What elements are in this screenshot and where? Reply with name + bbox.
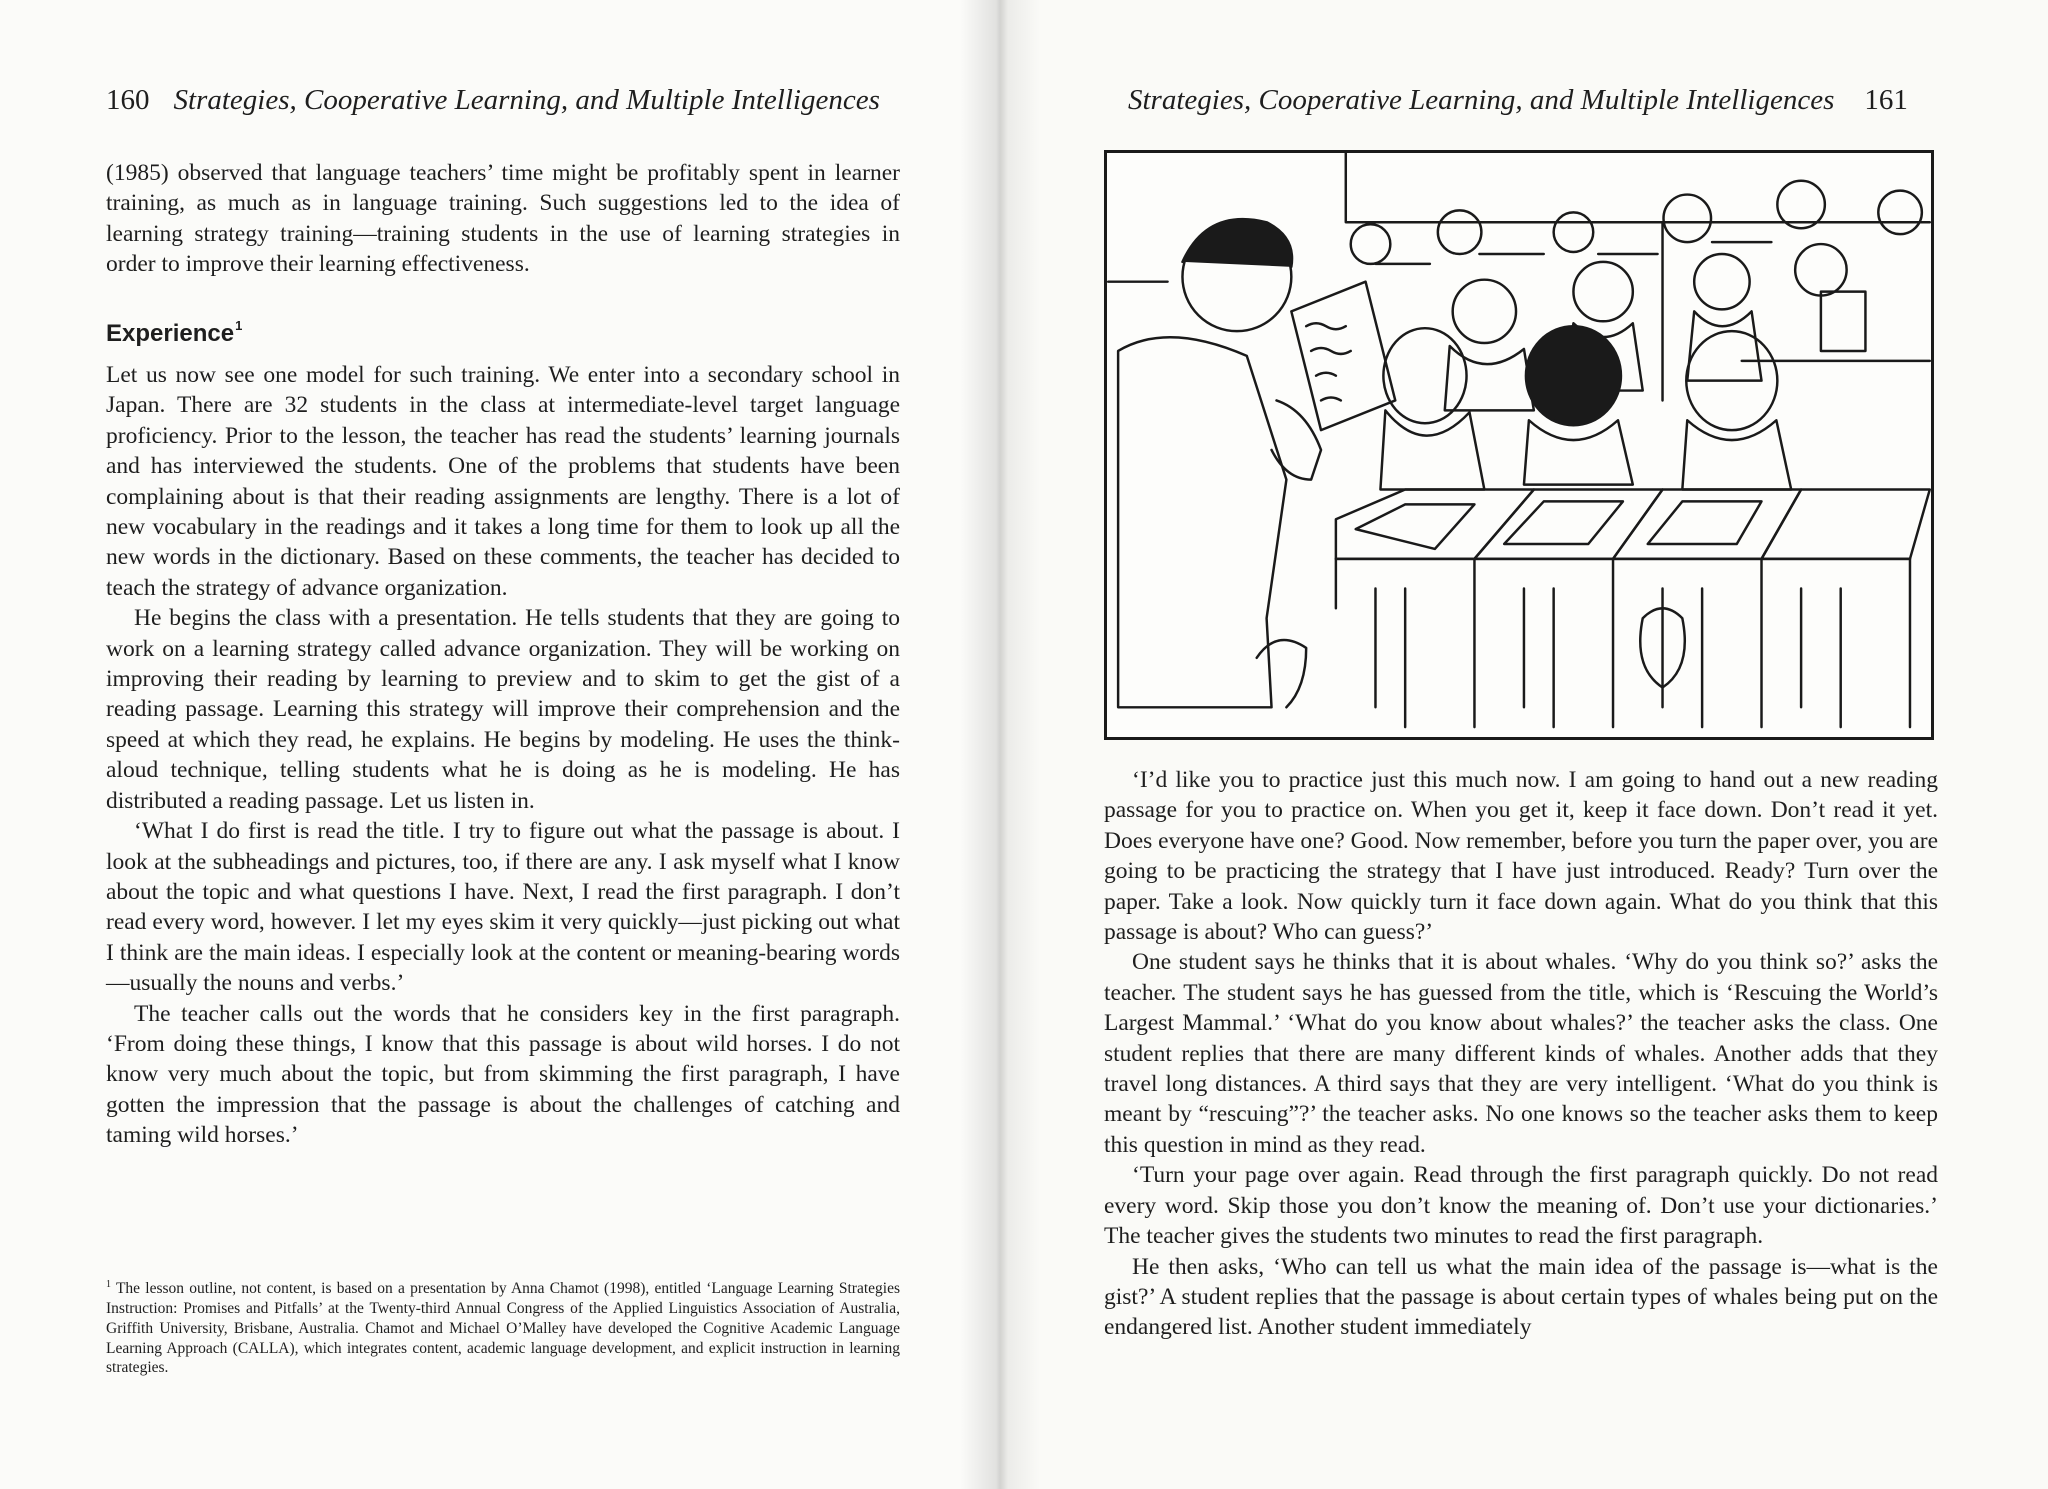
- page-number: 161: [1864, 84, 1908, 116]
- page-number: 160: [106, 84, 150, 116]
- student-head: [1694, 254, 1749, 309]
- desk: [1613, 490, 1801, 559]
- paragraph: The teacher calls out the words that he considers key in the first paragraph. ‘From doing these things, I know that this passage is about wild horses. I do not know very much about the topic, but from skimming the first paragraph, I have gotten the impression that the passage is about the challenges of catching and taming wild horses.’: [106, 1000, 900, 1149]
- right-page: [1000, 0, 2048, 1489]
- student-body: [1445, 346, 1534, 410]
- chair-legs: [1375, 589, 1840, 728]
- student-body: [1524, 420, 1633, 484]
- student-head: [1351, 224, 1391, 264]
- paragraph: He begins the class with a presentation. He tells students that they are going to work on a learning strategy called advance organization. They will be working on improving their reading by learning to preview and to skim to get the gist of a reading passage. Learning this strategy will improve their comprehension and the speed at which they read, he explains. He begins by modeling. He uses the think-aloud technique, telling students what he is doing as he is modeling. He has distributed a reading passage. Let us listen in.: [106, 605, 900, 814]
- running-head-title: Strategies, Cooperative Learning, and Multiple Intelligences: [173, 84, 880, 116]
- student-head: [1554, 212, 1594, 252]
- paragraph: ‘Turn your page over again. Read through the first paragraph quickly. Do not read every word. Skip those you don’t know the meaning of. Don’t use your dictionaries.’ The teacher gives the students two minutes to read the first paragraph.: [1104, 1162, 1938, 1250]
- book-gutter-shadow: [960, 0, 1040, 1489]
- desk: [1474, 490, 1662, 559]
- wall-line: [1346, 153, 1930, 222]
- footnote-text: The lesson outline, not content, is based on a presentation by Anna Chamot (1998), entitled ‘Language Learning Strategies Instruction: Promises and Pitfalls’ at the Twenty-third Annual Congress of the Applied Linguistics Association of Australia, Griffith University, Brisbane, Australia. Chamot and Michael O’Malley have developed the Cognitive Academic Language Learning Approach (CALLA), which integrates content, academic language development, and explicit instruction in learning strategies.: [106, 1280, 900, 1377]
- desk: [1762, 490, 1930, 559]
- chair: [1257, 640, 1306, 707]
- student-head: [1526, 326, 1621, 425]
- intro-text: [106, 158, 900, 280]
- running-head-left: [106, 84, 880, 117]
- running-head-title: Strategies, Cooperative Learning, and Multiple Intelligences: [1128, 84, 1835, 116]
- paragraph: ‘What I do first is read the title. I try to figure out what the passage is about. I look at the subheadings and pictures, too, if there are any. I ask myself what I know about the topic and what questions I have. Next, I read the first paragraph. I don’t read every word, however. I let my eyes skim it very quickly—just picking out what I think are the main ideas. I especially look at the content or meaning-bearing words—usually the nouns and verbs.’: [106, 818, 900, 997]
- running-head-right: [1128, 84, 1908, 117]
- left-page: [0, 0, 1000, 1489]
- student-head: [1795, 244, 1846, 295]
- desk-legs: [1336, 559, 1910, 727]
- footnote: [106, 1275, 900, 1378]
- teacher-arm: [1272, 400, 1321, 479]
- student-head: [1878, 191, 1922, 235]
- classroom-illustration: [1104, 150, 1934, 740]
- paragraph: One student says he thinks that it is about whales. ‘Why do you think so?’ asks the teacher. The student says he has guessed from the title, which is ‘Rescuing the World’s Largest Mammal.’ ‘What do you know about whales?’ the teacher asks the class. One student replies that there are many different kinds of whales. Another adds that they travel long distances. A third says that they are very intelligent. ‘What do you think is meant by “rescuing”?’ the teacher asks. No one knows so the teacher asks them to keep this question in mind as they read.: [1104, 949, 1938, 1158]
- footnote-reference: 1: [235, 318, 243, 333]
- section-heading-text: Experience: [106, 320, 235, 347]
- student-head: [1438, 210, 1482, 254]
- body-text: [106, 360, 900, 1151]
- paragraph: ‘I’d like you to practice just this much now. I am going to hand out a new reading passage for you to practice on. When you get it, keep it face down. Don’t read it yet. Does everyone have one? Good. Now remember, before you turn the paper over, you are going to be practicing the strategy that I have just introduced. Ready? Turn over the paper. Take a look. Now quickly turn it face down again. What do you think that this passage is about? Who can guess?’: [1104, 767, 1938, 946]
- paragraph: He then asks, ‘Who can tell us what the main idea of the passage is—what is the gist?’ A student replies that the passage is about certain types of whales being put on the endangered list. Another student immediately: [1104, 1253, 1938, 1341]
- held-paper: [1821, 292, 1866, 351]
- classroom-drawing: [1107, 153, 1931, 737]
- teacher-hair: [1182, 219, 1292, 267]
- body-text: [1104, 765, 1938, 1343]
- worksheet: [1648, 501, 1762, 544]
- student-head: [1453, 280, 1516, 343]
- student-head: [1664, 195, 1712, 243]
- student-head: [1573, 262, 1632, 321]
- paragraph: Let us now see one model for such training. We enter into a secondary school in Japan. There are 32 students in the class at intermediate-level target language proficiency. Prior to the lesson, the teacher has read the students’ learning journals and has interviewed the students. One of the problems that students have been complaining about is that their reading assignments are lengthy. There is a lot of new vocabulary in the readings and it takes a long time for them to look up all the new words in the dictionary. Based on these comments, the teacher has decided to teach the strategy of advance organization.: [106, 362, 900, 601]
- footnote-mark: 1: [106, 1279, 111, 1290]
- paper-scribbles: [1306, 323, 1351, 400]
- worksheet: [1356, 504, 1475, 549]
- section-heading: [106, 318, 242, 348]
- worksheet: [1504, 501, 1623, 544]
- student-head: [1383, 328, 1466, 423]
- teacher-paper: [1291, 282, 1395, 430]
- paragraph: (1985) observed that language teachers’ time might be profitably spent in learner training, as much as in language training. Such suggestions led to the idea of learning strategy training—training students in the use of learning strategies in order to improve their learning effectiveness.: [106, 160, 900, 278]
